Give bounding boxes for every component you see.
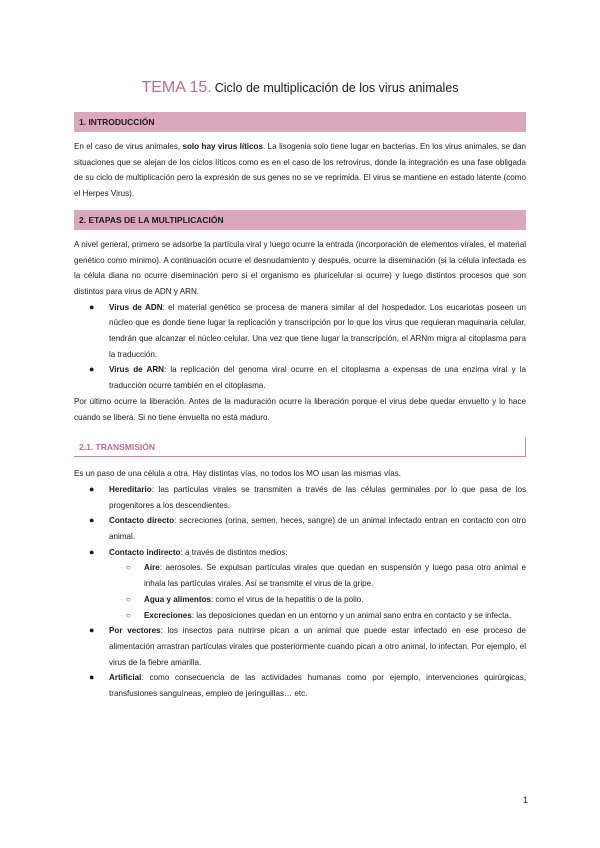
section-heading-introduccion: 1. INTRODUCCIÓN [74, 112, 526, 132]
bullet-icon: ● [89, 515, 95, 526]
intro-paragraph: En el caso de virus animales, solo hay virus líticos. La lisogenia solo tiene lugar en bacterias. En los virus animales, se dan situaciones que se alejan de los ciclos líticos como es en el caso de los retrovirus, donde la integración es una fase obligada de su ciclo de multiplicación pero la expresión de sus genes no se ve reprimida. El virus se mantiene en estado latente (como el Herpes Virus). [74, 142, 526, 199]
etapas-list [74, 300, 526, 394]
etapas-paragraph: A nivel general, primero se adsorbe la partícula viral y luego ocurre la entrada (incorporación de elementos virales, el material genético como mínimo). A continuación ocurre el desnudamiento y después, ocurre la diseminación (si la célula infectada es la célula diana no ocurre diseminación pero si el organismo es pluricelular si ocurre) y luego distintos procesos que son distintos para virus de ADN y ARN. [74, 239, 526, 296]
title-text: Ciclo de multiplicación de los virus animales [214, 81, 459, 95]
sub-list-item: ○ Aire: aerosoles. Se expulsan partículas virales que quedan en suspensión y luego pasa otro animal e inhala las partículas virales. Así se transmite el virus de la gripe. [74, 560, 526, 591]
bullet-icon: ● [89, 364, 95, 375]
circle-bullet-icon: ○ [126, 594, 131, 604]
bullet-icon: ● [89, 546, 95, 557]
circle-bullet-icon: ○ [126, 563, 131, 573]
bullet-icon: ● [89, 301, 95, 312]
bullet-icon: ● [89, 625, 95, 636]
circle-bullet-icon: ○ [126, 610, 131, 620]
list-item: ● Por vectores: los insectos para nutrirse pican a un animal que puede estar infectado en ese proceso de alimentación arrastran partículas virales que posteriormente cuando pican a otro animal, lo infectan. Por ejemplo, el virus de la fiebre amarilla. [89, 625, 526, 667]
transmision-list [74, 482, 526, 702]
sub-list-item: ○ Excreciones: las deposiciones quedan en un entorno y un animal sano entra en contacto y se infecta. [74, 608, 526, 624]
list-item: ● Artificial: como consecuencia de las actividades humanas como por ejemplo, intervenciones quirúrgicas, transfusiones sanguíneas, empleo de jeringuillas… etc. [89, 672, 526, 699]
subsection-heading-transmision: 2.1. TRANSMISIÓN [74, 437, 526, 457]
section-heading-etapas: 2. ETAPAS DE LA MULTIPLICACIÓN [74, 210, 526, 230]
bullet-icon: ● [89, 483, 95, 494]
page-title [74, 76, 526, 100]
list-item: ● Hereditario: las partículas virales se transmiten a través de las células germinales por lo que pasa de los progenitores a los descendientes. [89, 483, 526, 510]
list-item: ● Virus de ARN: la replicación del genoma viral ocurre en el citoplasma a expensas de una enzima viral y la traducción ocurre también en el citoplasma. [89, 364, 526, 391]
list-item: ● Contacto indirecto: a través de distintos medios: [74, 545, 526, 561]
sub-list-item: ○ Agua y alimentos: como el virus de la hepatitis o de la polio. [74, 592, 526, 608]
liberacion-paragraph: Por último ocurre la liberación. Antes de la maduración ocurre la liberación porque el virus debe quedar envuelto y lo hace cuando se libera. Si no tiene envuelta no está maduro. [74, 396, 526, 422]
list-item: ● Virus de ADN: el material genético se procesa de manera similar al del hospedador. Los eucariotas poseen un núcleo que es donde tiene lugar la replicación y transcripción por lo que los virus que requieran maquinaria celular, tendrán que alcanzar el núcleo celular. Una vez que tiene lugar la transcripción, el ARNm migra al citoplasma para la traducción. [89, 301, 526, 359]
title-number: TEMA 15. [141, 79, 212, 96]
bullet-icon: ● [89, 672, 95, 683]
page-number: 1 [522, 795, 528, 805]
document-page [74, 0, 526, 702]
list-item: ● Contacto directo: secreciones (orina, semen, heces, sangre) de un animal infectado entran en contacto con otro animal. [89, 515, 526, 542]
transmision-intro: Es un paso de una célula a otra. Hay distintas vías, no todos los MO usan las mismas vías. [74, 469, 402, 479]
